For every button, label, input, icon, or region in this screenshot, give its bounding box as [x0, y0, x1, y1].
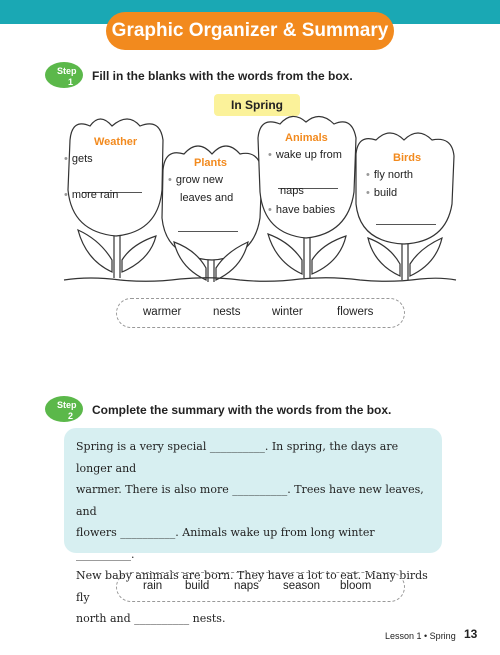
summary-line: warmer. There is also more __________. Trees have new leaves, and [76, 483, 424, 518]
summary-line: Spring is a very special __________. In spring, the days are longer and [76, 440, 399, 475]
summary-line: flowers __________. Animals wake up from long winter __________. [76, 526, 375, 561]
word-bank-item: nests [213, 306, 241, 318]
step1-badge-word: Step [57, 66, 77, 76]
word-bank-item: season [283, 580, 321, 592]
tulip-animals-title: Animals [285, 132, 328, 144]
word-bank-item: warmer [143, 306, 182, 318]
step2-badge-word: Step [57, 400, 77, 410]
tulip-birds-line2: • build [366, 187, 398, 199]
word-bank-item: build [185, 580, 210, 592]
step1-badge-num: 1 [68, 77, 74, 87]
tulip-weather-title: Weather [94, 136, 138, 148]
word-bank-item: naps [234, 580, 259, 592]
summary-line: New baby animals are born. They have a lot to eat. Many birds fly [76, 569, 428, 604]
bullet-icon: • [366, 169, 370, 181]
tulip-animals-line1: • wake up from [268, 149, 342, 161]
tulip-plants-line2: leaves and [180, 192, 234, 204]
step2-badge-num: 2 [68, 411, 74, 421]
word-bank-item: rain [143, 580, 163, 592]
in-spring-tag: In Spring [214, 94, 300, 116]
step1-instruction: Fill in the blanks with the words from the box. [92, 69, 353, 83]
tulip-weather-line1: • gets [64, 153, 93, 165]
step-badge-icon [44, 60, 86, 90]
step-badge-icon [44, 394, 86, 424]
tulip-birds-title: Birds [393, 152, 422, 164]
page-number: 13 [464, 627, 478, 641]
tulip-animals-line3: • have babies [268, 204, 336, 216]
tulip-animals-line2: naps [280, 185, 304, 197]
bullet-icon: • [268, 149, 272, 161]
summary-line: north and __________ nests. [76, 612, 226, 625]
page-title: Graphic Organizer & Summary [106, 12, 394, 50]
bullet-icon: • [366, 187, 370, 199]
word-bank-item: winter [272, 306, 303, 318]
step1-badge [44, 60, 86, 95]
step2-badge [44, 394, 86, 429]
footer-lesson: Lesson 1 • Spring [385, 631, 456, 641]
tulip-plants-blank[interactable] [178, 219, 238, 237]
tulip-birds-line1: • fly north [366, 169, 413, 181]
tulip-plants-title: Plants [194, 157, 228, 169]
bullet-icon: • [64, 189, 68, 201]
step2-instruction: Complete the summary with the words from the box. [92, 403, 392, 417]
bullet-icon: • [268, 204, 272, 216]
word-bank-item: bloom [340, 580, 372, 592]
word-bank-item: flowers [337, 306, 374, 318]
tulip-weather-line2: • more rain [64, 189, 119, 201]
bullet-icon: • [64, 153, 68, 165]
tulip-plants-line1: • grow new [168, 174, 223, 186]
bullet-icon: • [168, 174, 172, 186]
tulip-birds-blank[interactable] [376, 212, 436, 230]
